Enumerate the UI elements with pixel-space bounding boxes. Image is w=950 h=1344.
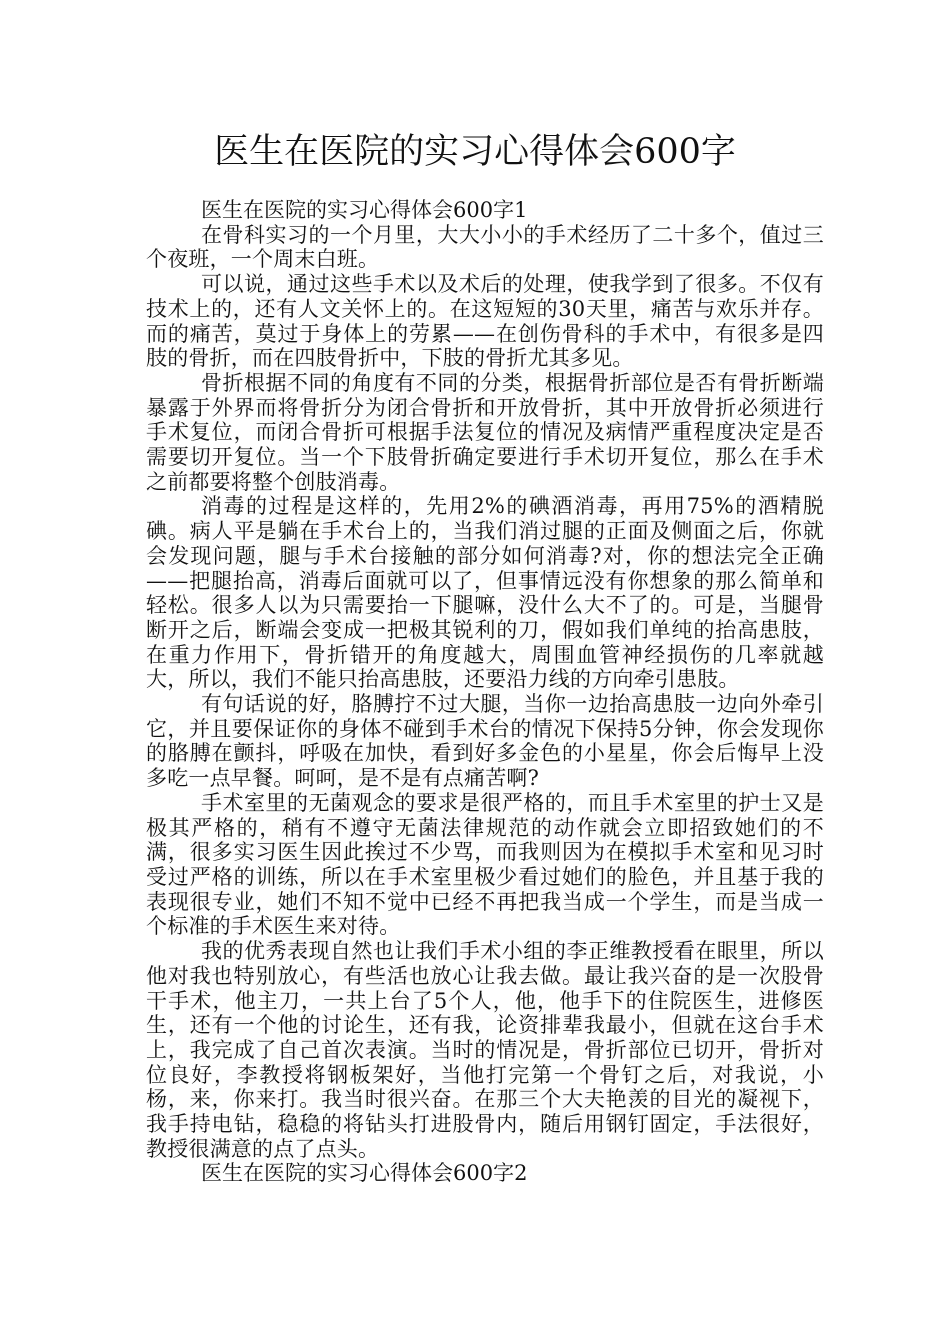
paragraph: 有句话说的好，胳膊拧不过大腿，当你一边抬高患肢一边向外牵引它，并且要保证你的身体不碰到手术台的情况下保持5分钟，你会发现你的胳膊在颤抖，呼吸在加快，看到好多金色的小星星，你会后悔早上没多吃一点早餐。呵呵，是不是有点痛苦啊?: [146, 692, 824, 791]
paragraph: 骨折根据不同的角度有不同的分类，根据骨折部位是否有骨折断端暴露于外界而将骨折分为闭合骨折和开放骨折，其中开放骨折必须进行手术复位，而闭合骨折可根据手法复位的情况及病情严重程度决定是否需要切开复位。当一个下肢骨折确定要进行手术切开复位，那么在手术之前都要将整个创肢消毒。: [146, 370, 824, 494]
paragraph: 可以说，通过这些手术以及术后的处理，使我学到了很多。不仅有技术上的，还有人文关怀上的。在这短短的30天里，痛苦与欢乐并存。而的痛苦，莫过于身体上的劳累——在创伤骨科的手术中，有很多是四肢的骨折，而在四肢骨折中，下肢的骨折尤其多见。: [146, 272, 824, 371]
paragraph: 我的优秀表现自然也让我们手术小组的李正维教授看在眼里，所以他对我也特别放心，有些活也放心让我去做。最让我兴奋的是一次股骨干手术，他主刀，一共上台了5个人，他，他手下的住院医生，进修医生，还有一个他的讨论生，还有我，论资排辈我最小，但就在这台手术上，我完成了自己首次表演。当时的情况是，骨折部位已切开，骨折对位良好，李教授将钢板架好，当他打完第一个骨钉之后，对我说，小杨，来，你来打。我当时很兴奋。在那三个大夫艳羡的目光的凝视下，我手持电钻，稳稳的将钻头打进股骨内，随后用钢钉固定，手法很好，教授很满意的点了点头。: [146, 939, 824, 1161]
paragraph: 在骨科实习的一个月里，大大小小的手术经历了二十多个，值过三个夜班，一个周末白班。: [146, 222, 824, 272]
section-heading-2: 医生在医院的实习心得体会600字2: [201, 1161, 528, 1186]
document-title: 医生在医院的实习心得体会600字: [214, 132, 736, 172]
paragraph: 消毒的过程是这样的，先用2%的碘酒消毒，再用75%的酒精脱碘。病人平是躺在手术台上的，当我们消过腿的正面及侧面之后，你就会发现问题，腿与手术台接触的部分如何消毒?对，你的想法完全正确——把腿抬高，消毒后面就可以了，但事情远没有你想象的那么简单和轻松。很多人以为只需要抬一下腿嘛，没什么大不了的。可是，当腿骨断开之后，断端会变成一把极其锐利的刀，假如我们单纯的抬高患肢，在重力作用下，骨折错开的角度越大，周围血管神经损伤的几率就越大，所以，我们不能只抬高患肢，还要沿力线的方向牵引患肢。: [146, 494, 824, 692]
paragraph: 手术室里的无菌观念的要求是很严格的，而且手术室里的护士又是极其严格的，稍有不遵守无菌法律规范的动作就会立即招致她们的不满，很多实习医生因此挨过不少骂，而我则因为在模拟手术室和见习时受过严格的训练，所以在手术室里极少看过她们的脸色，并且基于我的表现很专业，她们不知不觉中已经不再把我当成一个学生，而是当成一个标准的手术医生来对待。: [146, 790, 824, 939]
document-body: [146, 198, 824, 1186]
section-heading-1: 医生在医院的实习心得体会600字1: [201, 198, 528, 222]
